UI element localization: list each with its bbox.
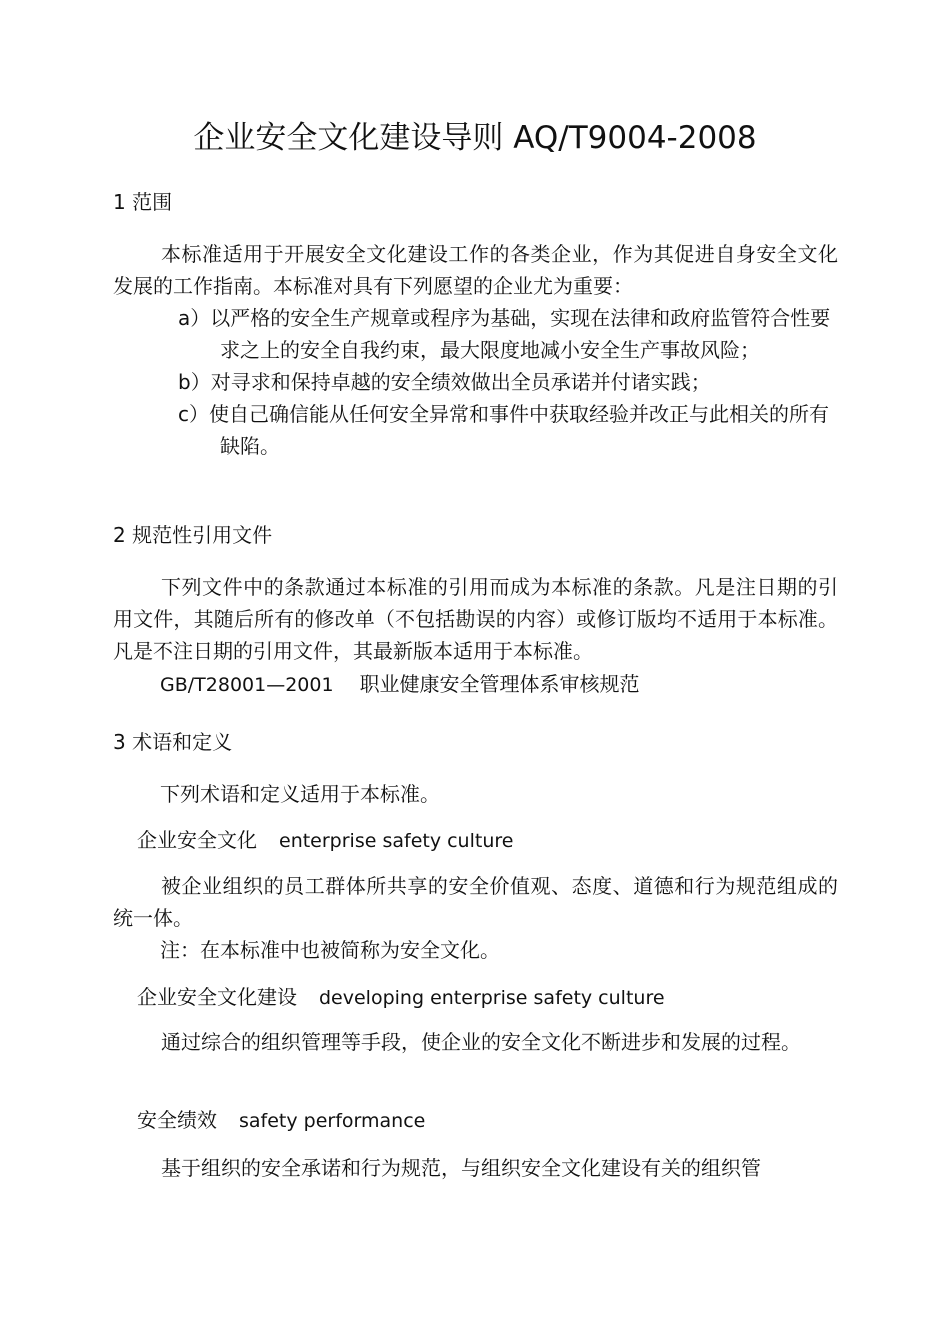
normative-reference xyxy=(160,668,640,701)
document-title: 企业安全文化建设导则 AQ/T9004-2008 xyxy=(193,120,757,156)
term-enterprise-safety-culture xyxy=(137,824,513,857)
term-english: safety performance xyxy=(239,1110,426,1132)
term-chinese: 企业安全文化建设 xyxy=(137,985,297,1009)
list-item-text: 以严格的安全生产规章或程序为基础，实现在法律和政府监管符合性要求之上的安全自我约束，最大限度地减小安全生产事故风险； xyxy=(210,306,831,362)
section-1-list xyxy=(178,302,838,462)
term-safety-performance xyxy=(137,1104,425,1137)
list-item xyxy=(178,398,838,462)
term-english: enterprise safety culture xyxy=(279,830,514,852)
list-marker: a） xyxy=(178,306,211,330)
list-item xyxy=(178,302,838,366)
term-chinese: 安全绩效 xyxy=(137,1108,217,1132)
list-item-text: 使自己确信能从任何安全异常和事件中获取经验并改正与此相关的所有缺陷。 xyxy=(209,402,829,458)
section-2-paragraph: 下列文件中的条款通过本标准的引用而成为本标准的条款。凡是注日期的引用文件，其随后所有的修改单（不包括勘误的内容）或修订版均不适用于本标准。凡是不注日期的引用文件，其最新版本适用于本标准。 xyxy=(113,575,838,663)
term-english: developing enterprise safety culture xyxy=(319,987,665,1009)
section-1-heading: 1 范围 xyxy=(113,190,173,214)
list-marker: c） xyxy=(178,402,209,426)
term-note: 注：在本标准中也被简称为安全文化。 xyxy=(160,938,500,962)
term-chinese: 企业安全文化 xyxy=(137,828,257,852)
term-definition: 通过综合的组织管理等手段，使企业的安全文化不断进步和发展的过程。 xyxy=(161,1030,801,1054)
list-marker: b） xyxy=(178,370,211,394)
section-1-paragraph: 本标准适用于开展安全文化建设工作的各类企业，作为其促进自身安全文化发展的工作指南。本标准对具有下列愿望的企业尤为重要： xyxy=(113,242,838,298)
section-2-heading: 2 规范性引用文件 xyxy=(113,523,273,547)
reference-code: GB/T28001—2001 xyxy=(160,674,334,696)
term-definition: 被企业组织的员工群体所共享的安全价值观、态度、道德和行为规范组成的统一体。 xyxy=(113,874,838,930)
list-item xyxy=(178,366,838,398)
term-definition: 基于组织的安全承诺和行为规范，与组织安全文化建设有关的组织管 xyxy=(161,1156,761,1180)
section-3-heading: 3 术语和定义 xyxy=(113,730,233,754)
section-3-intro: 下列术语和定义适用于本标准。 xyxy=(160,782,440,806)
list-item-text: 对寻求和保持卓越的安全绩效做出全员承诺并付诸实践； xyxy=(210,370,711,394)
term-developing-enterprise-safety-culture xyxy=(137,981,665,1014)
reference-title: 职业健康安全管理体系审核规范 xyxy=(359,672,640,696)
